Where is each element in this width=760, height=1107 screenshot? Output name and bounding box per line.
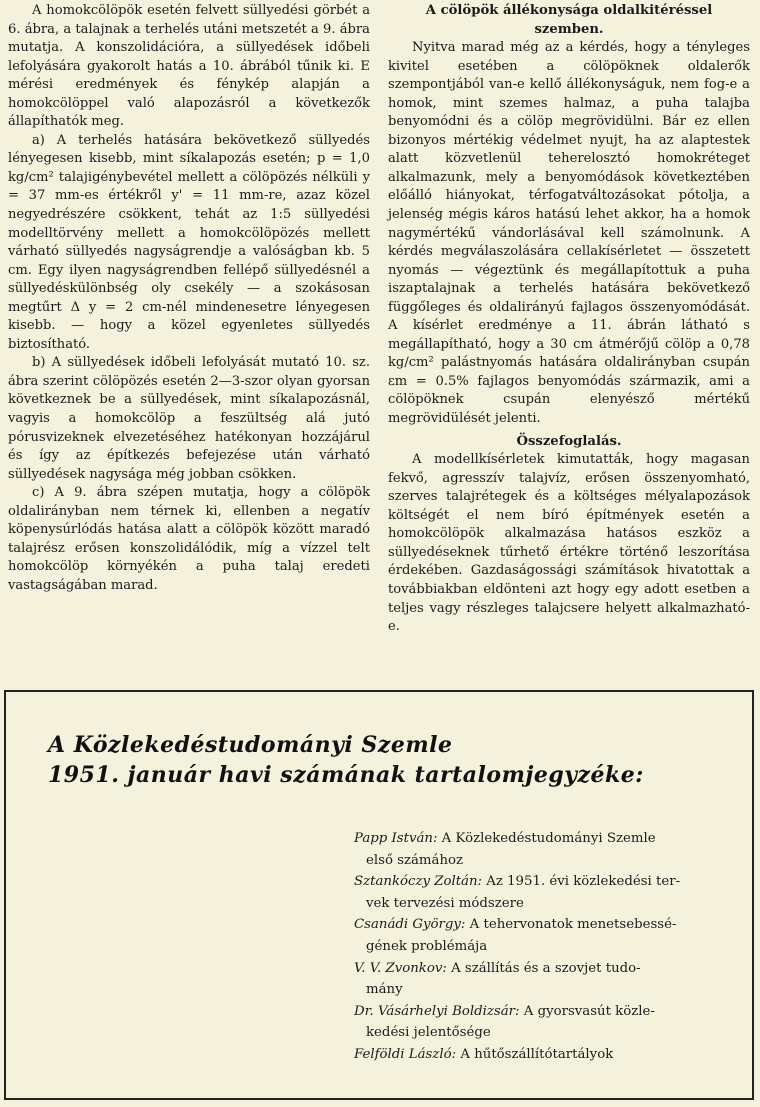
toc-author: Sztankóczy Zoltán: <box>354 874 483 890</box>
table-of-contents-box <box>4 690 754 1100</box>
toc-title-line: 1951. január havi számának tartalomjegyzéke: <box>48 762 644 788</box>
toc-entry <box>354 958 730 1001</box>
toc-title-text: A szállítás és a szovjet tudo- <box>451 960 641 976</box>
toc-title-text: A tehervonatok menetsebessé- <box>469 917 677 933</box>
toc-list <box>354 828 730 1066</box>
paragraph: A modellkísérletek kimutatták, hogy magasan fekvő, agresszív talajvíz, erősen összenyomható, szerves talajrétegek és a költséges mélyalapozások költségét el nem bíró építmények esetén a homokcölöpök alkalmazása hatásos eszköz a süllyedéseknek tűrhető értékre történő leszorítása érdekében. Gazdaságossági számítások hivatottak a továbbiakban eldönteni azt hogy egy adott esetben a teljes vagy részleges talajcsere helyett alkalmazható-e. <box>388 452 750 635</box>
section-heading-line: A cölöpök állékonysága oldalkitéréssel <box>425 3 713 18</box>
toc-entry <box>354 1001 730 1044</box>
toc-entry <box>354 828 730 871</box>
summary-heading: Összefoglalás. <box>516 433 622 449</box>
toc-title-text: vek tervezési módszere <box>366 895 524 911</box>
toc-title-text: Az 1951. évi közlekedési ter- <box>486 874 681 890</box>
toc-title-text: gének problémája <box>366 938 488 954</box>
paragraph: b) A süllyedések időbeli lefolyását mutató 10. sz. ábra szerint cölöpözés esetén 2—3-szor olyan gyorsan következnek be a süllyedések, mint síkalapozásnál, vagyis a homokcölöp a feszültség alá jutó pórusvizeknek elvezetéséhez hatékonyan hozzájárul és így az építkezés befejezése után várható süllyedések nagysága még jobban csökken. <box>8 355 370 482</box>
toc-title-line: A Közlekedéstudományi Szemle <box>48 732 453 758</box>
toc-author: Felföldi László: <box>354 1046 457 1062</box>
toc-title-text: első számához <box>366 852 464 868</box>
toc-author: Csanádi György: <box>354 917 466 933</box>
toc-entry <box>354 1044 730 1066</box>
paragraph: A homokcölöpök esetén felvett süllyedési görbét a 6. ábra, a talajnak a terhelés utáni metszetét a 9. ábra mutatja. A konszolidációra, a süllyedések időbeli lefolyására gyakorolt hatás a 10. ábrából tűnik ki. E mérési eredmények és fénykép alapján a homokcölöppel való alapozásról a következők állapíthatók meg. <box>8 3 370 130</box>
paragraph: c) A 9. ábra szépen mutatja, hogy a cölöpök oldalirányban nem térnek ki, ellenben a negatív köpenysúrlódás hatása alatt a cölöpök között maradó talajrész erősen konszolidálódik, míg a vízzel telt homokcölöp környékén a puha talaj eredeti vastagságában marad. <box>8 485 370 593</box>
toc-title-text: A hűtőszállítótartályok <box>460 1046 614 1062</box>
toc-author: Dr. Vásárhelyi Boldizsár: <box>354 1003 520 1019</box>
section-heading-line: szemben. <box>534 21 604 37</box>
toc-entry <box>354 914 730 957</box>
section-heading <box>388 2 750 39</box>
right-column <box>388 2 750 637</box>
toc-entry <box>354 871 730 914</box>
toc-title-text: kedési jelentősége <box>366 1025 491 1041</box>
toc-title-text: A Közlekedéstudományi Szemle <box>441 831 656 846</box>
left-column <box>8 2 370 596</box>
paragraph: Nyitva marad még az a kérdés, hogy a tényleges kivitel esetében a cölöpöknek oldalerők szempontjából van-e kellő állékonyságuk, nem fog-e a homok, mint szemes halmaz, a puha talajba benyomódni és a cölöp megrövidülni. Bár ez ellen bizonyos mértékig védelmet nyujt, ha az alaptestek alatt közvetlenül teherelosztó homokréteget alkalmazunk, mely a benyomódások következtében előálló hiányokat, térfogatváltozásokat pótolja, a jelenség mégis káros hatású lehet akkor, ha a homok nagymértékű vándorlásával kell számolnunk. A kérdés megválaszolására cellakísérletet — összetett nyomás — végeztünk és megállapítottuk a puha iszaptalajnak a terhelés hatására bekövetkező függőleges és oldalirányú fajlagos összenyomódását. A kísérlet eredménye a 11. ábrán látható s megállapítható, hogy a 30 cm átmérőjű cölöp a 0,78 kg/cm² palástnyomás hatására oldalirányban csupán εm = 0.5% fajlagos benyomódás származik, ami a cölöpöknek csupán elenyésző mértékű megrövidülését jelenti. <box>388 40 750 427</box>
toc-title-text: mány <box>366 982 403 998</box>
paragraph: a) A terhelés hatására bekövetkező süllyedés lényegesen kisebb, mint síkalapozás esetén; p = 1,0 kg/cm² talajigénybevétel mellett a cölöpözés nélküli y = 37 mm-es értékről y' = 11 mm-re, azaz közel negyedrészére csökkent, tehát az 1:5 süllyedési modelltörvény mellett a homokcölöpözés mellett várható süllyedés nagyságrendje a valóságban kb. 5 cm. Egy ilyen nagyságrendben fellépő süllyedésnél a süllyedéskülönbség oly csekély — a szokásosan megtűrt Δ y = 2 cm-nél mindenesetre lényegesen kisebb. — hogy a közel egyenletes süllyedés biztosítható. <box>8 132 370 352</box>
toc-author: Papp István: <box>354 831 438 846</box>
toc-author: V. V. Zvonkov: <box>354 960 447 976</box>
toc-title-text: A gyorsvasút közle- <box>523 1003 655 1019</box>
toc-title <box>48 730 644 790</box>
